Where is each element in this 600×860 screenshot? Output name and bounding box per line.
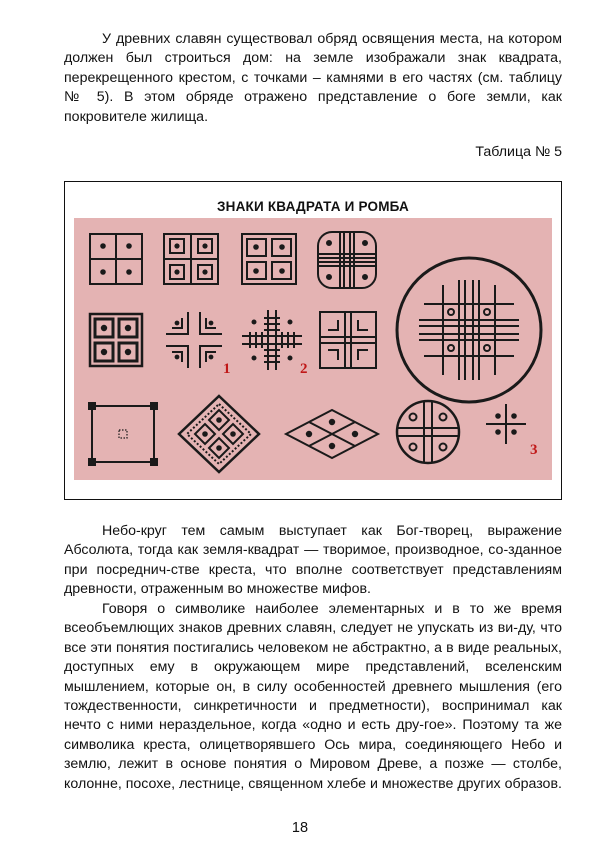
- paragraph-intro: У древних славян существовал обряд освящения места, на котором должен был строиться дом: на земле изображали знак квадрата, перекрещенного крестом, с точками – камнями в его частях (см. таблицу № 5). В этом обряде отражено представление о боге земли, как покровителе жилища.: [64, 31, 562, 125]
- paragraph-third: Говоря о символике наиболее элементарных и в то же время всеобъемлющих знаков древних славян, следует не упускать из ви-ду, что все эти понятия постигались человеком не абстрактно, а в виде реальных, доступных ему в окружающем мире представлений, вселенским мышлением, которые он, в силу особенностей древнего мышления (его тождественности, синкретичности и предметности), воспринимал как нечто с ними нераздельное, когда «одно и есть дру-гое». Поэтому та же символика креста, олицетворявшего Ось мира, соединяющего Небо и землю, лежит в основе понятия о Мировом Древе, а позже — столбе, колонне, посохе, лестнице, священном хлебе и множестве других образов.: [64, 601, 562, 792]
- table-caption: Таблица № 5: [475, 144, 562, 160]
- page-number: 18: [291, 820, 309, 836]
- signs-panel: [74, 218, 552, 480]
- figure-title: ЗНАКИ КВАДРАТА И РОМБА: [217, 199, 409, 214]
- sign-label-2: 2: [300, 361, 308, 377]
- paragraph-second: Небо-круг тем самым выступает как Бог-творец, выражение Абсолюта, тогда как земля-квадрат — творимое, производное, со-зданное при посреднич-стве креста, что вполне соответствует представлениям древности, отраженным во множестве мифов.: [64, 523, 562, 598]
- panel-background: [74, 218, 552, 480]
- sign-label-3: 3: [530, 442, 538, 458]
- sign-label-1: 1: [223, 361, 231, 377]
